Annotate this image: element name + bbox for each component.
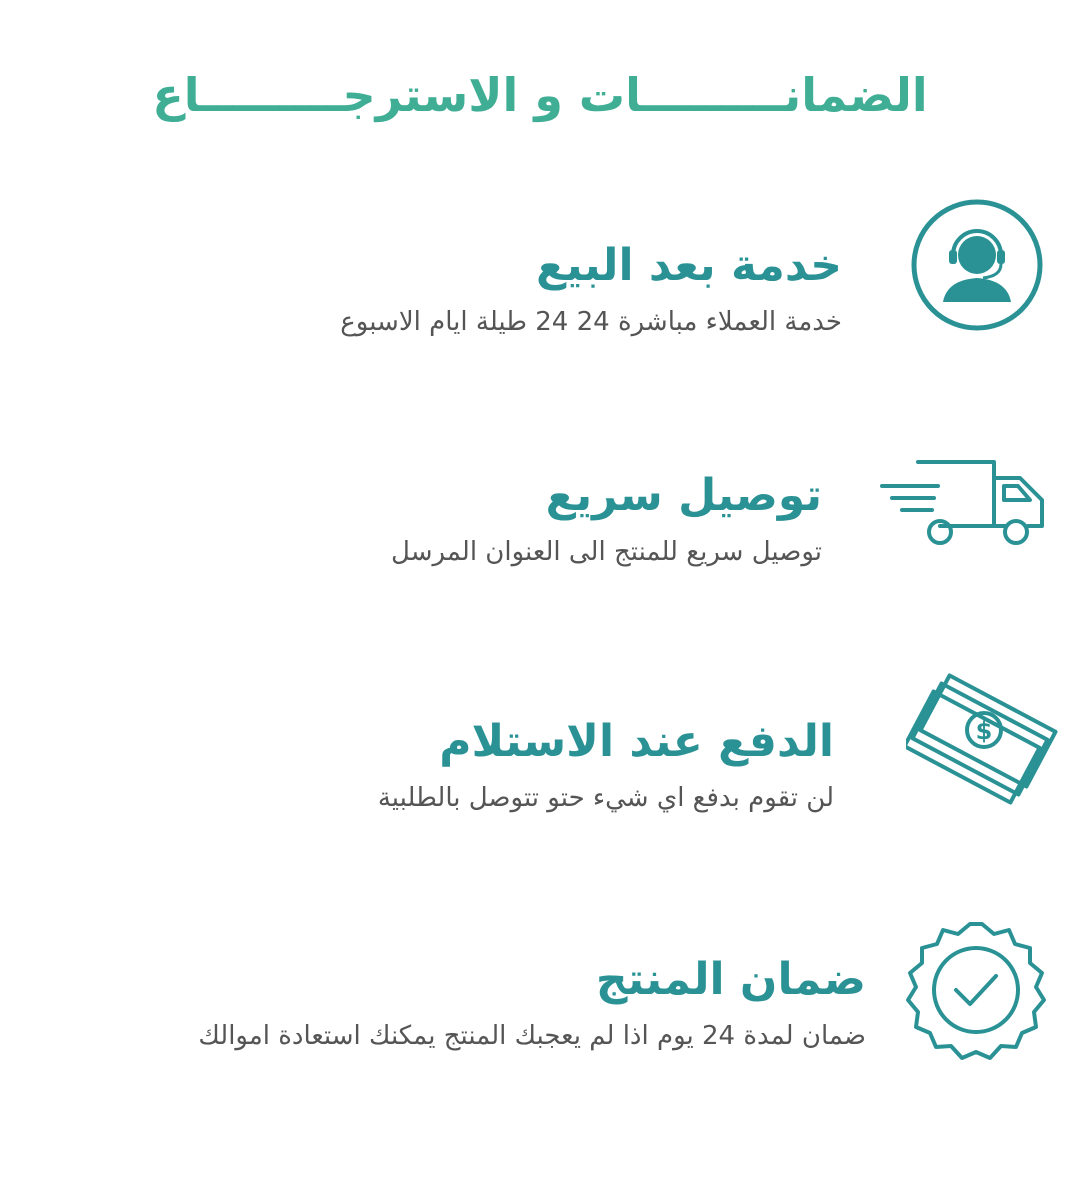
feature-after-sales	[122, 236, 842, 342]
warranty-badge-check-icon	[898, 914, 1054, 1070]
customer-support-headset-icon	[910, 198, 1044, 332]
delivery-truck-icon	[878, 456, 1050, 552]
feature-fast-delivery	[122, 466, 822, 572]
feature-cash-on-delivery	[114, 712, 834, 818]
feature-description: خدمة العملاء مباشرة 24 24 طيلة ايام الاسبوع	[340, 307, 842, 337]
feature-title: خدمة بعد البيع	[535, 240, 842, 291]
feature-title: ضمان المنتج	[595, 954, 866, 1005]
cash-money-icon	[906, 660, 1066, 810]
page-title: الضمانـــــــــات و الاسترجـــــــــاع	[152, 68, 928, 122]
svg-text:$: $	[975, 717, 993, 745]
feature-description: لن تقوم بدفع اي شيء حتو تتوصل بالطلبية	[377, 783, 834, 813]
feature-title: الدفع عند الاستلام	[439, 716, 834, 767]
feature-title: توصيل سريع	[545, 470, 822, 521]
feature-description: توصيل سريع للمنتج الى العنوان المرسل	[391, 537, 822, 567]
feature-description: ضمان لمدة 24 يوم اذا لم يعجبك المنتج يمكنك استعادة اموالك	[198, 1021, 866, 1051]
feature-product-warranty	[36, 950, 866, 1056]
